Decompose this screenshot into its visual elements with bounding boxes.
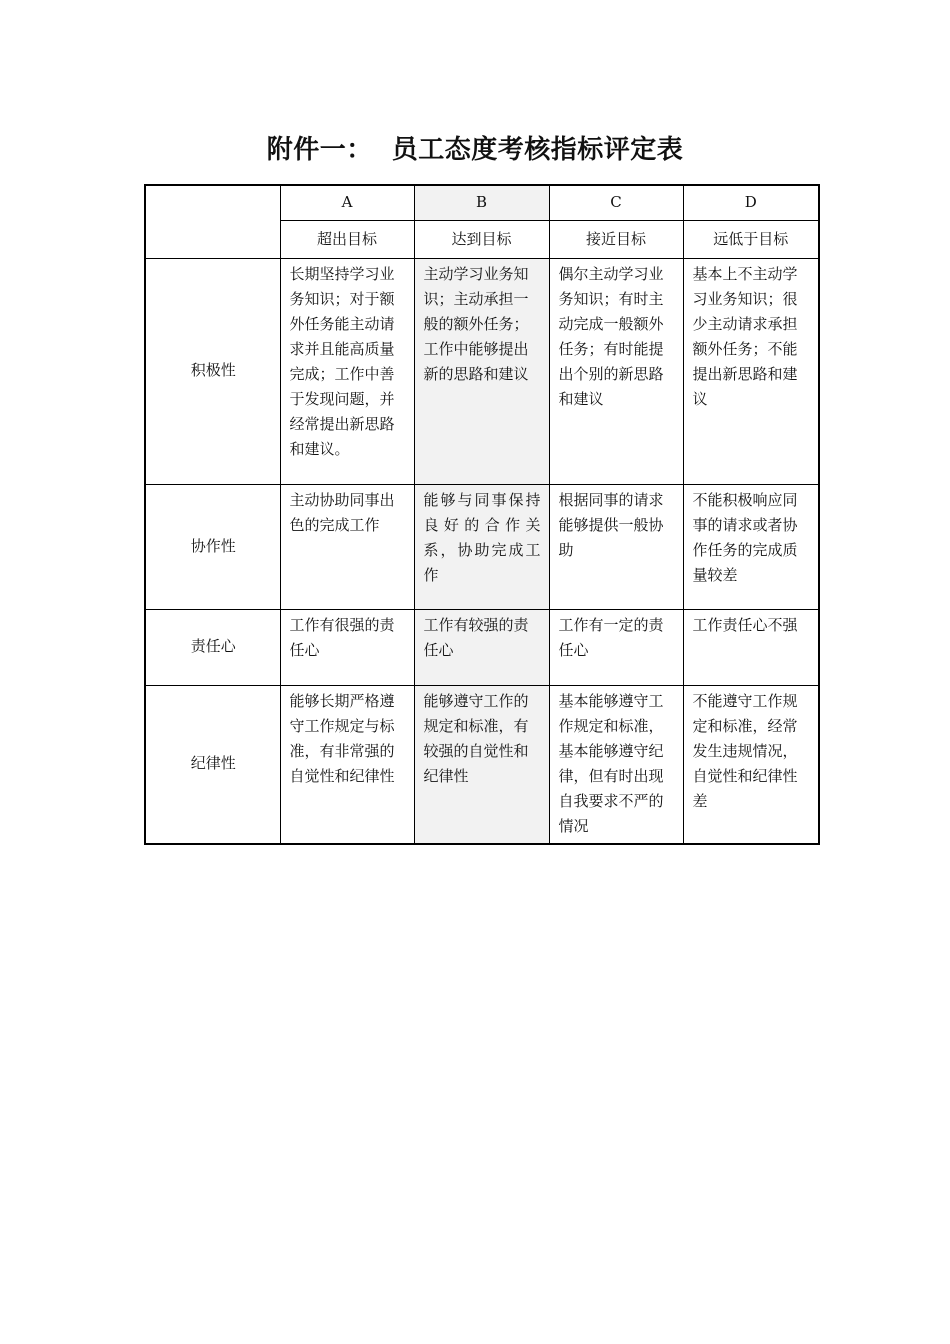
table-row (145, 258, 819, 484)
grade-d-header: D (683, 185, 819, 220)
table-row (145, 484, 819, 609)
table-cell: 工作有一定的责任心 (549, 609, 683, 685)
table-cell: 能够长期严格遵守工作规定与标准，有非常强的自觉性和纪律性 (280, 685, 414, 844)
table-cell: 基本上不主动学习业务知识；很少主动请求承担额外任务；不能提出新思路和建议 (683, 258, 819, 484)
row-label-discipline: 纪律性 (145, 685, 280, 844)
document-title: 附件一： 员工态度考核指标评定表 (266, 135, 684, 165)
table-cell: 偶尔主动学习业务知识；有时主动完成一般额外任务；有时能提出个别的新思路和建议 (549, 258, 683, 484)
row-label-cooperation: 协作性 (145, 484, 280, 609)
table-cell: 能够遵守工作的规定和标准，有较强的自觉性和纪律性 (414, 685, 549, 844)
attitude-evaluation-table (144, 184, 820, 845)
table-cell: 工作有很强的责任心 (280, 609, 414, 685)
table-cell: 不能积极响应同事的请求或者协作任务的完成质量较差 (683, 484, 819, 609)
grade-a-header: A (280, 185, 414, 220)
table-cell: 基本能够遵守工作规定和标准，基本能够遵守纪律，但有时出现自我要求不严的情况 (549, 685, 683, 844)
target-a-header: 超出目标 (280, 220, 414, 258)
table-cell: 能够与同事保持良好的合作关系，协助完成工作 (414, 484, 549, 609)
table-cell: 主动学习业务知识；主动承担一般的额外任务；工作中能够提出新的思路和建议 (414, 258, 549, 484)
grade-b-header: B (414, 185, 549, 220)
target-b-header: 达到目标 (414, 220, 549, 258)
table-cell: 工作责任心不强 (683, 609, 819, 685)
table-cell: 工作有较强的责任心 (414, 609, 549, 685)
table-row (145, 685, 819, 844)
corner-cell (145, 185, 280, 258)
grade-c-header: C (549, 185, 683, 220)
grade-header-row (145, 185, 819, 220)
table-cell: 长期坚持学习业务知识；对于额外任务能主动请求并且能高质量完成；工作中善于发现问题，并经常提出新思路和建议。 (280, 258, 414, 484)
target-d-header: 远低于目标 (683, 220, 819, 258)
table-cell: 不能遵守工作规定和标准，经常发生违规情况，自觉性和纪律性差 (683, 685, 819, 844)
target-c-header: 接近目标 (549, 220, 683, 258)
table-row (145, 609, 819, 685)
table-cell: 根据同事的请求能够提供一般协助 (549, 484, 683, 609)
table-cell: 主动协助同事出色的完成工作 (280, 484, 414, 609)
row-label-responsibility: 责任心 (145, 609, 280, 685)
row-label-initiative: 积极性 (145, 258, 280, 484)
